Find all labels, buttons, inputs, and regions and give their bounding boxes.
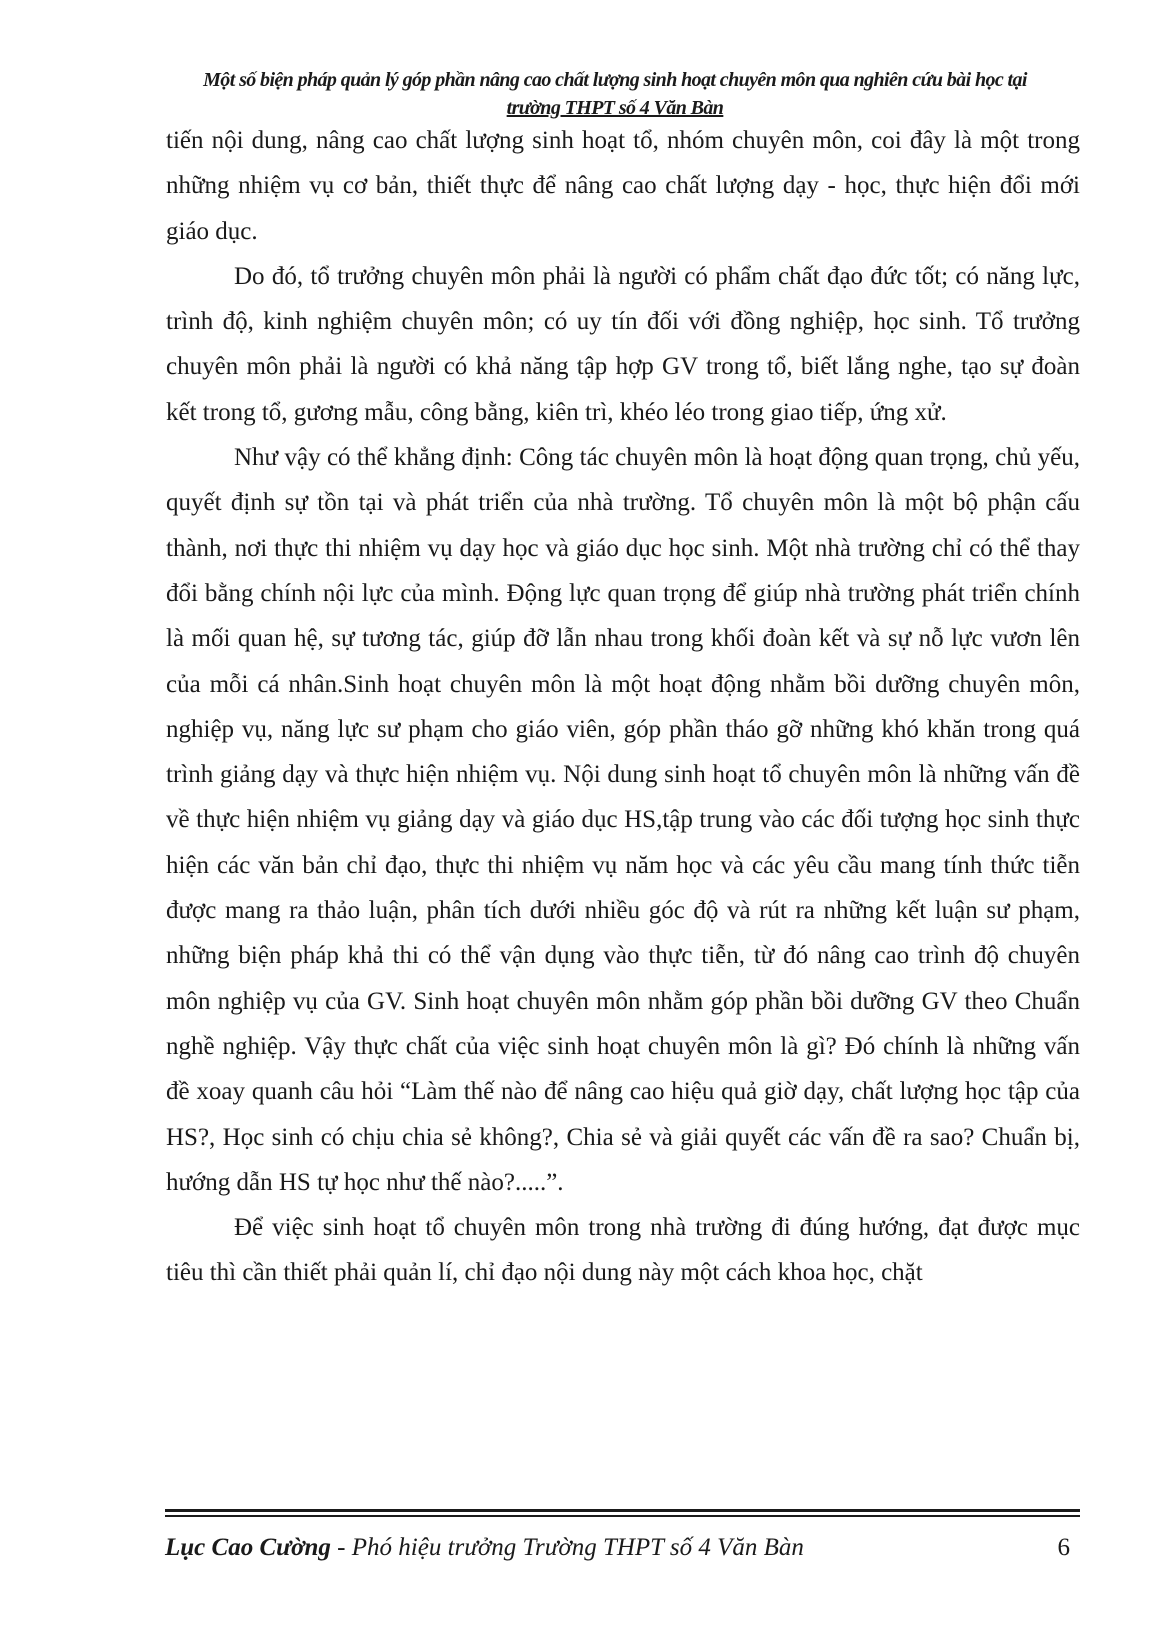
page-number: 6 bbox=[1057, 1534, 1070, 1561]
header-title-line-1: Một số biện pháp quản lý góp phần nâng cao chất lượng sinh hoạt chuyên môn qua nghiên cứu bài học tại bbox=[203, 69, 1027, 91]
footer-separator: - bbox=[330, 1534, 352, 1561]
header-title-line-2: trường THPT số 4 Văn Bàn bbox=[506, 97, 724, 119]
footer-divider-thick bbox=[165, 1509, 1080, 1516]
paragraph-3: Như vậy có thể khẳng định: Công tác chuyên môn là hoạt động quan trọng, chủ yếu, quyết định sự tồn tại và phát triển của nhà trường. Tổ chuyên môn là một bộ phận cấu thành, nơi thực thi nhiệm vụ dạy học và giáo dục học sinh. Một nhà trường chỉ có thể thay đổi bằng chính nội lực của mình. Động lực quan trọng để giúp nhà trường phát triển chính là mối quan hệ, sự tương tác, giúp đỡ lẫn nhau trong khối đoàn kết và sự nỗ lực vươn lên của mỗi cá nhân.Sinh hoạt chuyên môn là một hoạt động nhằm bồi dưỡng chuyên môn, nghiệp vụ, năng lực sư phạm cho giáo viên, góp phần tháo gỡ những khó khăn trong quá trình giảng dạy và thực hiện nhiệm vụ. Nội dung sinh hoạt tổ chuyên môn là những vấn đề về thực hiện nhiệm vụ giảng dạy và giáo dục HS,tập trung vào các đối tượng học sinh thực hiện các văn bản chỉ đạo, thực thi nhiệm vụ năm học và các yêu cầu mang tính thức tiễn được mang ra thảo luận, phân tích dưới nhiều góc độ và rút ra những kết luận sư phạm, những biện pháp khả thi có thể vận dụng vào thực tiễn, từ đó nâng cao trình độ chuyên môn nghiệp vụ của GV. Sinh hoạt chuyên môn nhằm góp phần bồi dưỡng GV theo Chuẩn nghề nghiệp. Vậy thực chất của việc sinh hoạt chuyên môn là gì? Đó chính là những vấn đề xoay quanh câu hỏi “Làm thế nào để nâng cao hiệu quả giờ dạy, chất lượng học tập của HS?, Học sinh có chịu chia sẻ không?, Chia sẻ và giải quyết các vấn đề ra sao? Chuẩn bị, hướng dẫn HS tự học như thế nào?.....”. bbox=[166, 444, 1080, 1196]
footer-author: Lục Cao Cường bbox=[165, 1534, 331, 1561]
footer-role: Phó hiệu trưởng Trường THPT số 4 Văn Bàn bbox=[351, 1534, 804, 1561]
paragraph-4: Để việc sinh hoạt tổ chuyên môn trong nhà trường đi đúng hướng, đạt được mục tiêu thì cần thiết phải quản lí, chỉ đạo nội dung này một cách khoa học, chặt bbox=[166, 1214, 1080, 1287]
footer-divider-thin bbox=[165, 1516, 1080, 1517]
paragraph-1: tiến nội dung, nâng cao chất lượng sinh hoạt tổ, nhóm chuyên môn, coi đây là một trong những nhiệm vụ cơ bản, thiết thực để nâng cao chất lượng dạy - học, thực hiện đổi mới giáo dục. bbox=[166, 127, 1080, 245]
paragraph-2: Do đó, tổ trưởng chuyên môn phải là người có phẩm chất đạo đức tốt; có năng lực, trình độ, kinh nghiệm chuyên môn; có uy tín đối với đồng nghiệp, học sinh. Tổ trưởng chuyên môn phải là người có khả năng tập hợp GV trong tổ, biết lắng nghe, tạo sự đoàn kết trong tổ, gương mẫu, công bằng, kiên trì, khéo léo trong giao tiếp, ứng xử. bbox=[166, 262, 1080, 426]
page-header bbox=[150, 66, 1080, 126]
document-body bbox=[166, 118, 1080, 1296]
page-footer bbox=[165, 1530, 1080, 1566]
